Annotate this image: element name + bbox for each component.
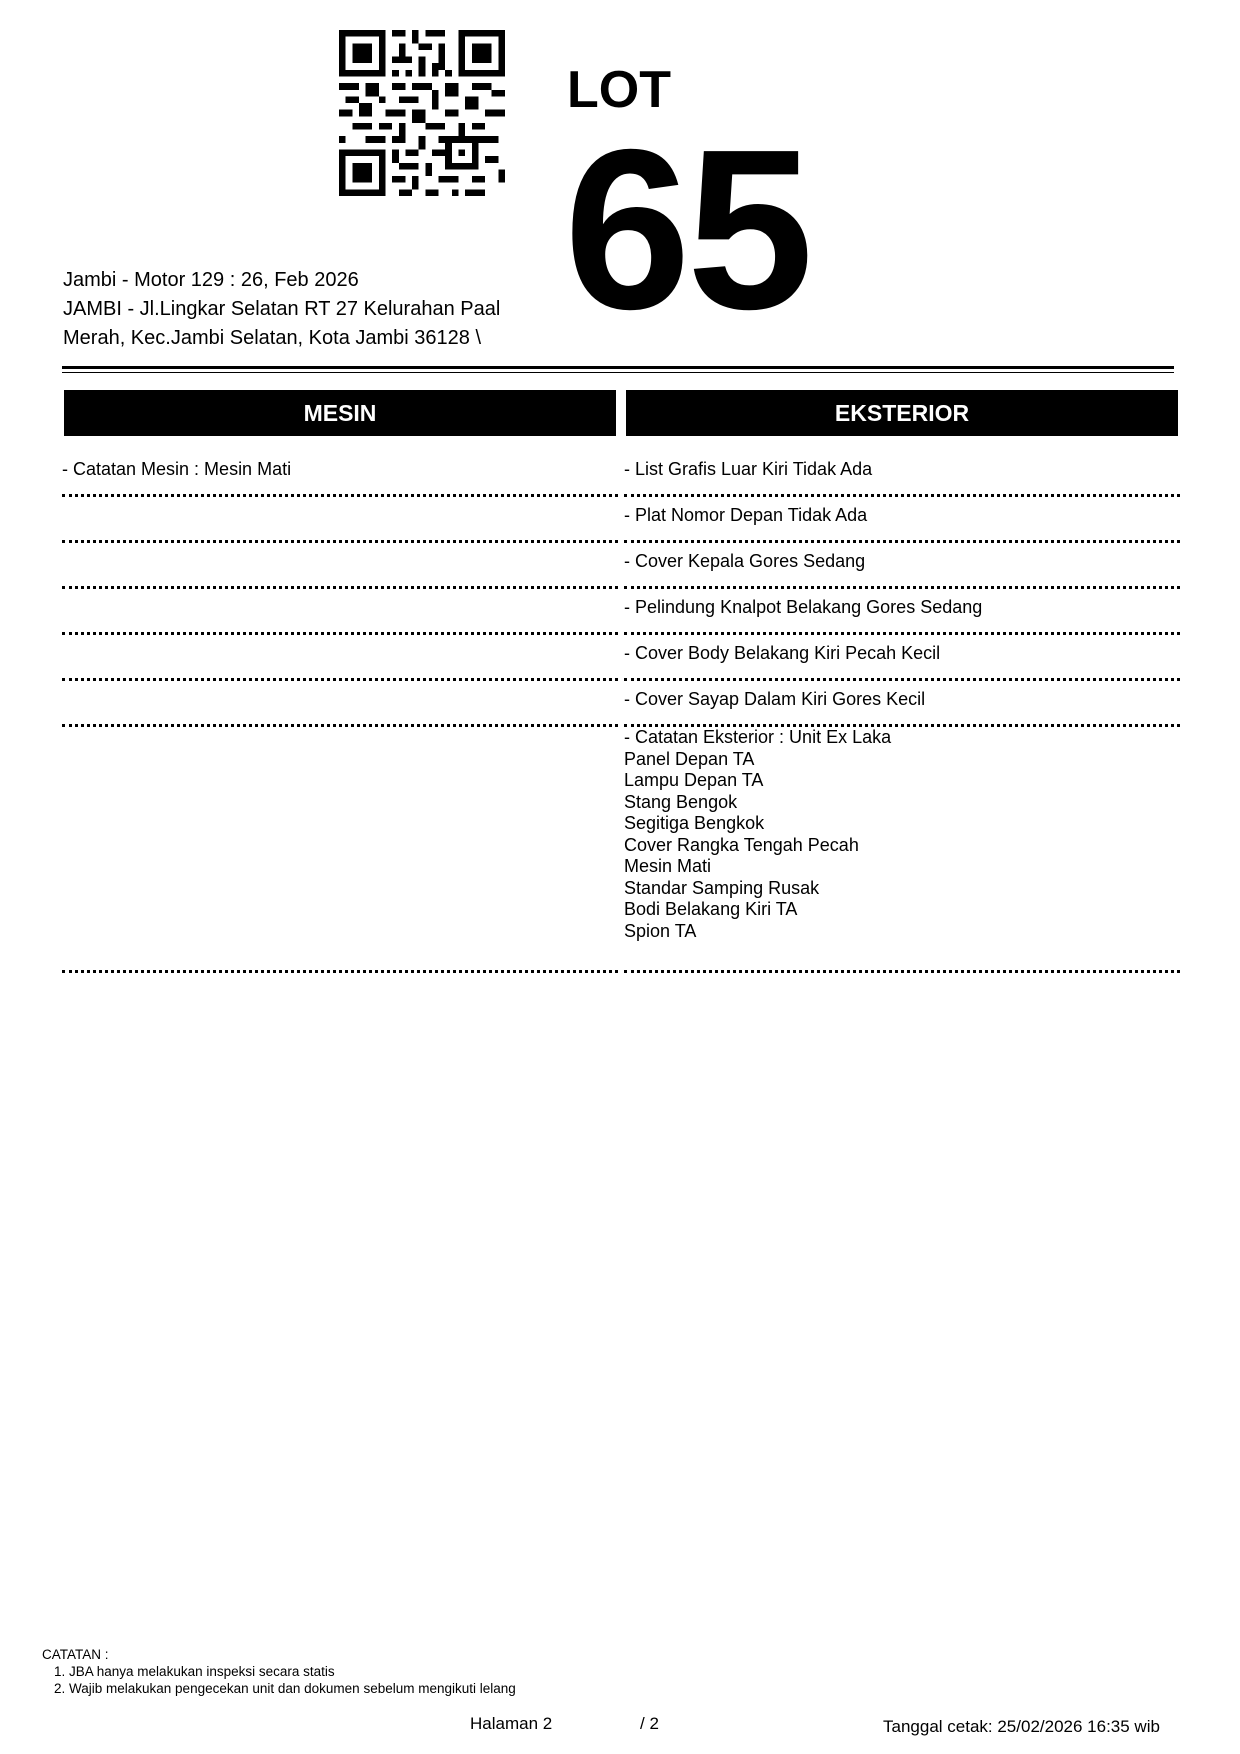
header-divider [62, 366, 1174, 369]
eksterior-note-line: Spion TA [624, 920, 697, 941]
eksterior-notes [624, 727, 891, 942]
eksterior-note-line: Cover Rangka Tengah Pecah [624, 834, 859, 855]
eksterior-row: - List Grafis Luar Kiri Tidak Ada [624, 459, 873, 479]
mesin-row-separator [62, 632, 618, 635]
page-total: / 2 [640, 1714, 659, 1733]
eksterior-row: - Cover Sayap Dalam Kiri Gores Kecil [624, 689, 926, 709]
mesin-row-separator [62, 586, 618, 589]
eksterior-row: - Cover Kepala Gores Sedang [624, 551, 866, 571]
auction-info [63, 266, 543, 353]
footer-notes [42, 1646, 516, 1697]
footer-note-item: 1. JBA hanya melakukan inspeksi secara statis [54, 1664, 335, 1679]
mesin-row-separator [62, 678, 618, 681]
lot-number: 65 [564, 103, 810, 357]
footer-note-item: 2. Wajib melakukan pengecekan unit dan dokumen sebelum mengikuti lelang [54, 1681, 516, 1696]
qr-code [339, 30, 505, 196]
eksterior-row: - Plat Nomor Depan Tidak Ada [624, 505, 868, 525]
auction-event: Jambi - Motor 129 : 26, Feb 2026 [63, 269, 359, 291]
eksterior-note-line: - Catatan Eksterior : Unit Ex Laka [624, 727, 892, 747]
eksterior-note-line: Bodi Belakang Kiri TA [624, 899, 798, 919]
mesin-row-separator [62, 970, 618, 973]
mesin-row-separator [62, 494, 618, 497]
eksterior-note-line: Segitiga Bengkok [624, 813, 765, 833]
auction-address-line-2: Merah, Kec.Jambi Selatan, Kota Jambi 36128 \ [63, 327, 482, 349]
mesin-row-separator [62, 540, 618, 543]
eksterior-row-separator [624, 494, 1180, 497]
footer-notes-title: CATATAN : [42, 1647, 109, 1662]
eksterior-row-separator [624, 970, 1180, 973]
mesin-row-separator [62, 724, 618, 727]
eksterior-note-line: Mesin Mati [624, 856, 712, 876]
auction-address-line-1: JAMBI - Jl.Lingkar Selatan RT 27 Kelurahan Paal [63, 298, 501, 320]
eksterior-note-line: Lampu Depan TA [624, 770, 764, 790]
mesin-row: - Catatan Mesin : Mesin Mati [62, 459, 292, 479]
header-divider-thin [62, 372, 1174, 373]
eksterior-note-line: Standar Samping Rusak [624, 877, 820, 898]
page-label: Halaman 2 [470, 1714, 553, 1733]
eksterior-header: EKSTERIOR [626, 390, 1178, 436]
lot-label: LOT [567, 61, 671, 119]
eksterior-row-separator [624, 586, 1180, 589]
eksterior-row-separator [624, 632, 1180, 635]
print-date: Tanggal cetak: 25/02/2026 16:35 wib [883, 1717, 1160, 1736]
mesin-header: MESIN [64, 390, 616, 436]
eksterior-row-separator [624, 540, 1180, 543]
eksterior-row-separator [624, 678, 1180, 681]
eksterior-row: - Pelindung Knalpot Belakang Gores Sedang [624, 597, 983, 617]
eksterior-row: - Cover Body Belakang Kiri Pecah Kecil [624, 643, 941, 663]
eksterior-note-line: Stang Bengok [624, 791, 738, 812]
eksterior-note-line: Panel Depan TA [624, 748, 755, 769]
